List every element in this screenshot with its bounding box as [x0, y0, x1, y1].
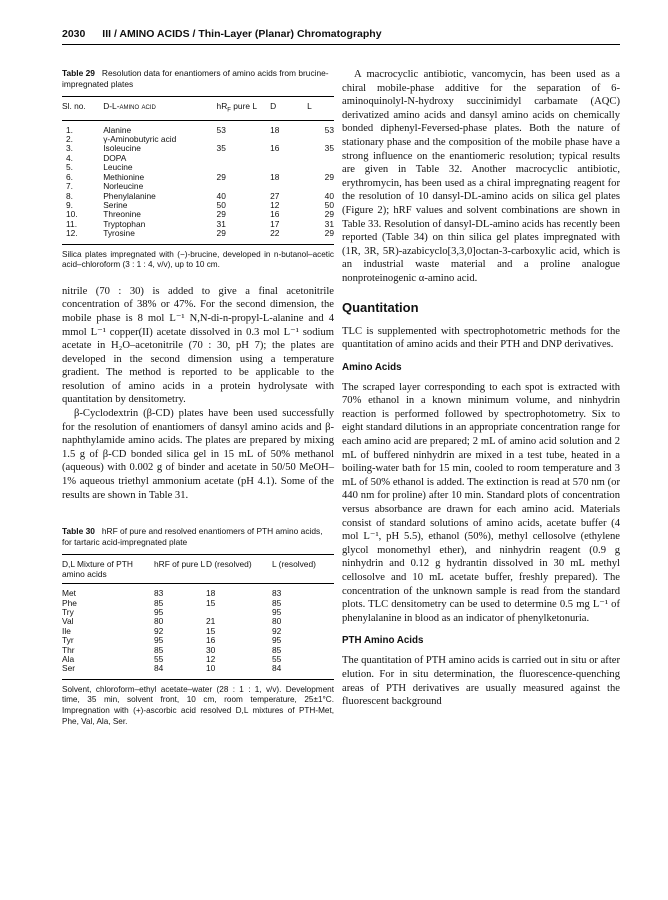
table-29-row-no: 7. — [66, 181, 73, 192]
table-30-row-l: 95 — [272, 607, 282, 618]
table-29-col-hrf: $hR_F$ pure L — [217, 97, 271, 121]
table-30-row-pure: 85 — [154, 644, 164, 655]
table-30-row-name: Ile — [62, 625, 71, 636]
table-29-row-d: 12 — [270, 199, 280, 210]
table-30-row-name: Tyr — [62, 635, 74, 646]
running-head — [62, 28, 620, 40]
table-29-row-name: Threonine — [103, 209, 141, 220]
table-29-row-pure: 40 — [216, 190, 226, 201]
table-29-row-l: 40 — [324, 190, 334, 201]
paragraph-pth-amino-acids: The quantitation of PTH amino acids is carried out in situ or after elution. For in situ determination, the fluorescence-quenching areas of PTH derivatives are usually measured against the fluorescent background — [342, 655, 620, 708]
table-30 — [62, 526, 334, 727]
table-29 — [62, 68, 334, 271]
table-29-row-l — [307, 154, 334, 163]
table-30-row-d — [206, 608, 272, 617]
table-30-row — [62, 584, 334, 599]
table-30-note: Solvent, chloroform–ethyl acetate–water (28 : 1 : 1, v/v). Development time, 35 min, solvent front, 10 cm, room temperature, 25±1°C. Impregnation with (+)-ascorbic acid resolved D,L mixtures of PTH-Met, Phe, Val, Ala, Ser. — [62, 684, 334, 726]
table-29-row-l: 29 — [324, 228, 334, 239]
table-29-row-name: Norleucine — [103, 181, 144, 192]
table-30-row-pure: 95 — [154, 607, 164, 618]
subheading-amino-acids: Amino Acids — [342, 361, 402, 373]
table-30-label: Table 30 — [62, 526, 95, 537]
table-29-row-name: γ-Aminobutyric acid — [103, 134, 177, 145]
table-30-row-pure: 83 — [154, 588, 164, 599]
table-30-row-pure: 55 — [154, 654, 164, 665]
table-30-row — [62, 627, 334, 636]
table-30-row-name: Thr — [62, 644, 75, 655]
table-29-row-no: 9. — [66, 199, 73, 210]
table-30-row-d: 15 — [206, 625, 216, 636]
table-29-row-no: 4. — [66, 152, 73, 163]
table-29-row-pure: 53 — [216, 124, 226, 135]
table-29-row-name: Alanine — [103, 124, 132, 135]
table-30-row-name: Try — [62, 607, 74, 618]
table-29-col-l: L — [307, 97, 334, 121]
table-29-row-pure: 35 — [216, 143, 226, 154]
table-29-row-l: 50 — [324, 199, 334, 210]
table-30-row-d: 18 — [206, 588, 216, 599]
table-29-col-acid: D-L-amino acid — [103, 97, 216, 121]
table-29-grid — [62, 96, 334, 245]
table-29-row-d: 27 — [270, 190, 280, 201]
table-30-col-l: L (resolved) — [272, 555, 334, 584]
table-30-row-l: 84 — [272, 663, 282, 674]
table-30-row-d: 12 — [206, 654, 216, 665]
table-29-row-no: 1. — [66, 124, 73, 135]
table-29-row-name: Serine — [103, 199, 128, 210]
table-30-row-name: Phe — [62, 597, 77, 608]
table-29-col-d: D — [270, 97, 307, 121]
table-29-row-no: 5. — [66, 162, 73, 173]
table-30-row-d: 21 — [206, 616, 216, 627]
table-30-row-pure: 84 — [154, 663, 164, 674]
table-29-row-pure: 29 — [216, 171, 226, 182]
table-29-row-no: 6. — [66, 171, 73, 182]
table-29-row-no: 10. — [66, 209, 78, 220]
table-29-row-d: 18 — [270, 124, 280, 135]
table-29-row-d: 18 — [270, 171, 280, 182]
table-29-row-d: 16 — [270, 143, 280, 154]
left-column — [62, 68, 334, 727]
subheading-pth-amino-acids: PTH Amino Acids — [342, 635, 424, 647]
table-29-row-no: 3. — [66, 143, 73, 154]
table-30-row — [62, 636, 334, 645]
paragraph-cyclodextrin: β-Cyclodextrin (β-CD) plates have been used successfully for the resolution of enantiomers of dansyl amino acids and β-naphthylamide amino acids. The plates are prepared by mixing 1.5 g of β-CD bonded silica gel in 15 mL of 50% methanol (aqueous) with 0.002 g of binder and acetate in 50/50 MeOH–1% aqueous triethyl ammonium acetate (pH 4.1). Some of the results are shown in Table 31. — [62, 408, 334, 501]
table-30-col-hrf: hRF of pure L — [154, 555, 206, 584]
table-30-grid — [62, 554, 334, 680]
table-30-row — [62, 646, 334, 655]
table-29-row-l: 53 — [324, 124, 334, 135]
table-29-row-no: 12. — [66, 228, 78, 239]
table-29-caption-text: Resolution data for enantiomers of amino acids from brucine-impregnated plates — [62, 68, 329, 89]
table-30-row-name: Met — [62, 588, 76, 599]
table-29-row-name: Tryptophan — [103, 218, 146, 229]
table-30-row-pure: 92 — [154, 625, 164, 636]
table-30-row-d: 15 — [206, 597, 216, 608]
table-29-row-l: 31 — [324, 218, 334, 229]
table-30-body — [62, 584, 334, 680]
table-30-row-pure: 80 — [154, 616, 164, 627]
table-29-row-pure — [217, 154, 271, 163]
table-30-header-row — [62, 555, 334, 584]
table-29-row-d: 22 — [270, 228, 280, 239]
table-29-row — [62, 229, 334, 244]
section-heading-quantitation: Quantitation — [342, 299, 419, 315]
header-rule — [62, 44, 620, 45]
table-30-caption — [62, 526, 334, 548]
left-body — [62, 285, 334, 503]
table-29-row-d — [270, 154, 307, 163]
table-29-body — [62, 120, 334, 244]
table-30-row — [62, 664, 334, 679]
table-29-row-pure: 50 — [216, 199, 226, 210]
table-30-row-l: 85 — [272, 644, 282, 655]
table-30-row — [62, 655, 334, 664]
table-29-row-l: 29 — [324, 209, 334, 220]
table-29-row — [62, 120, 334, 135]
table-30-row-l: 80 — [272, 616, 282, 627]
table-29-caption — [62, 68, 334, 90]
table-29-row-d: 16 — [270, 209, 280, 220]
table-29-row-pure: 29 — [216, 209, 226, 220]
table-29-row-no: 11. — [66, 218, 78, 229]
table-29-note: Silica plates impregnated with (−)-brucine, developed in n-butanol–acetic acid–chloroform (3 : 1 : 4, v/v), up to 10 cm. — [62, 249, 334, 270]
paragraph-vancomycin: A macrocyclic antibiotic, vancomycin, has been used as a chiral mobile-phase additive for the separation of 6-aminoquinolyl-N-hydroxy succinimidyl carbamate (AQC) derivatized amino acids and dansyl amino acids on chemically bonded diphenyl-Feversed-phase plates. Both the nature of stationary phase and the composition of the mobile phase have a strong influence on the enantiomeric resolution; typical results are given in Table 32. Another macrocyclic antibiotic, erythromycin, has been used as a chiral impregnating reagent for the resolution of 10 dansyl-DL-amino acids on silica gel plates (Figure 2); hRF values and solvent combinations are shown in Table 33. Resolution of dansyl-DL-amino acids has recently been reported (Table 34) on thin silica gel plates impregnated with (1R, 3R, 5R)-azabicyclo[3,3,0]octan-3-carboxylic acid, which is an industrial waste material and a proline analogue nonproteinogenic α-amino acid. — [342, 69, 620, 284]
table-29-row-name: Methionine — [103, 171, 145, 182]
table-29-row-no: 8. — [66, 190, 73, 201]
paragraph-amino-acids: The scraped layer corresponding to each spot is extracted with 70% ethanol in a known minimum volume, and ninhydrin reaction is performed followed by spectrophotometry. Six to eight standard dilutions in an appropriate concentration range for each amino acid are prepared; 2 mL of amino acid solution and 2 mL of buffered ninhydrin are mixed in a test tube, heated in a boiling-water bath for 15 min, cooled to room temperature and 3 mL of 50% ethanol is added. The extinction is read at 570 nm (or 440 nm for proline) after 10 min. Standard plots of concentration versus absorbance are drawn for each amino acid. Materials consist of standard solutions of amino acids, acetate buffer (4 mol L⁻¹, pH 5.5), ethanol (50%), methyl cellosolve (ethylene glycol monomethyl ether), and ninhydrin reagent (0.9 g ninhydrin and 0.12 g hydrantin dissolved in 30 mL methyl cellosolve and 10 mL acetate buffer, freshly prepared). The concentration of the unknown sample is read from the standard plots. TLC densitometry can be used to determine 0.5 mg L⁻¹ of phenylalanine in blood as an indicator of phenylketonuria. — [342, 381, 620, 624]
table-29-header-row — [62, 97, 334, 121]
table-29-row-l: 29 — [324, 171, 334, 182]
right-column — [342, 68, 620, 709]
table-29-col-slno: Sl. no. — [62, 97, 103, 121]
table-29-row-name: Tyrosine — [103, 228, 135, 239]
table-30-row-l: 55 — [272, 654, 282, 665]
table-30-row — [62, 608, 334, 617]
table-30-row-name: Val — [62, 616, 74, 627]
paragraph-nitrile: nitrile (70 : 30) is added to give a final acetonitrile concentration of 38% or 47%. For the second dimension, the mobile phase is 8 mol L⁻¹ N,N-di-n-propyl-L-alanine and 4 mmol L⁻¹ copper(II) acetate dissolved in 0.3 mol L⁻¹ sodium acetate in H₂O–acetonitrile (70 : 30, pH 7); the plates are developed in the second dimension using a temperature gradient. The method is reported to be applicable to the resolution of amino acids in a protein hydrolysate with quantitation by densitometry. — [62, 285, 334, 406]
table-29-row-name: Leucine — [103, 162, 133, 173]
paragraph-quantitation-intro: TLC is supplemented with spectrophotometric methods for the quantitation of amino acids and their PTH and DNP derivatives. — [342, 325, 620, 351]
table-30-row-l: 95 — [272, 635, 282, 646]
table-30-col-mix: D,L Mixture of PTH amino acids — [62, 555, 154, 584]
table-30-row — [62, 617, 334, 626]
table-30-row-name: Ala — [62, 654, 75, 665]
table-29-row-name: Isoleucine — [103, 143, 141, 154]
table-29-row-pure: 29 — [216, 228, 226, 239]
table-30-row-d: 30 — [206, 644, 216, 655]
running-title: III / AMINO ACIDS / Thin-Layer (Planar) Chromatography — [102, 28, 382, 40]
table-30-row-pure: 95 — [154, 635, 164, 646]
table-30-row-l: 83 — [272, 588, 282, 599]
table-30-row-l: 92 — [272, 625, 282, 636]
table-30-row-l: 85 — [272, 597, 282, 608]
table-30-row-d: 10 — [206, 663, 216, 674]
table-30-row — [62, 599, 334, 608]
table-29-row-l: 35 — [324, 143, 334, 154]
table-30-row-name: Ser — [62, 663, 76, 674]
table-29-label: Table 29 — [62, 68, 95, 78]
table-30-col-d: D (resolved) — [206, 555, 272, 584]
table-30-row-pure: 85 — [154, 597, 164, 608]
page-number: 2030 — [62, 28, 86, 40]
table-29-row-no: 2. — [66, 134, 73, 145]
table-30-caption-text: hRF of pure and resolved enantiomers of PTH amino acids, for tartaric acid-impregnated plate — [62, 526, 323, 548]
table-29-row-d: 17 — [270, 218, 280, 229]
table-29-row-name: Phenylalanine — [103, 190, 156, 201]
table-29-row-pure: 31 — [216, 218, 226, 229]
table-29-row-name: DOPA — [103, 152, 127, 163]
table-30-row-d: 16 — [206, 635, 216, 646]
